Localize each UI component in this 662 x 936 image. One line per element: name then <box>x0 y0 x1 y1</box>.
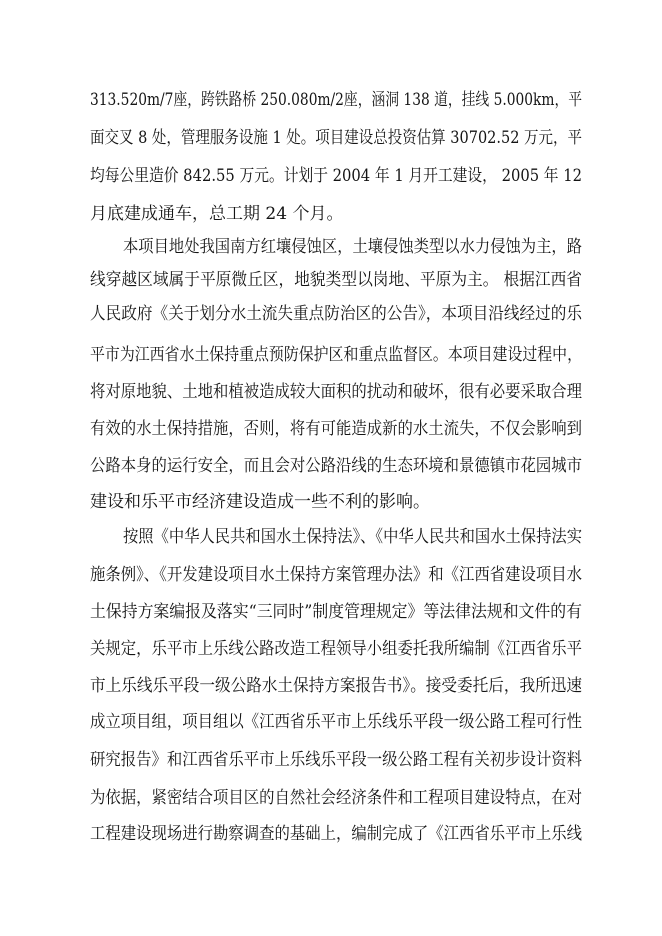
text-line: 公路本身的运行安全，而且会对公路沿线的生态环境和景德镇市花园城市 <box>90 456 582 476</box>
text-line: 关规定，乐平市上乐线公路改造工程领导小组委托我所编制《江西省乐平 <box>90 639 582 659</box>
text-line: 平市为江西省水土保持重点预防保护区和重点监督区。本项目建设过程中， <box>90 345 582 365</box>
text-line: 将对原地貌、土地和植被造成较大面积的扰动和破坏，很有必要采取合理 <box>90 382 582 402</box>
text-line: 研究报告》和江西省乐平市上乐线乐平段一级公路工程有关初步设计资料 <box>90 750 582 770</box>
text-line: 为依据，紧密结合项目区的自然社会经济条件和工程项目建设特点，在对 <box>90 788 582 808</box>
text-line: 按照《中华人民共和国水土保持法》、《中华人民共和国水土保持法实 <box>123 527 582 547</box>
text-line: 工程建设现场进行勘察调查的基础上，编制完成了《江西省乐平市上乐线 <box>90 824 582 844</box>
text-line: 市上乐线乐平段一级公路水土保持方案报告书》。接受委托后，我所迅速 <box>90 676 582 696</box>
text-line: 313.520m/7座，跨铁路桥 250.080m/2座，涵洞 138 道，挂线 5.000km，平 <box>90 90 582 110</box>
text-line: 线穿越区域属于平原微丘区，地貌类型以岗地、平原为主。 根据江西省 <box>90 270 582 290</box>
text-line: 土保持方案编报及落实“三同时”制度管理规定》等法律法规和文件的有 <box>90 602 582 622</box>
text-line: 有效的水土保持措施，否则，将有可能造成新的水土流失，不仅会影响到 <box>90 419 582 439</box>
text-line: 建设和乐平市经济建设造成一些不利的影响。 <box>90 492 430 512</box>
text-line: 施条例》、《开发建设项目水土保持方案管理办法》和《江西省建设项目水 <box>90 565 582 585</box>
text-line: 均每公里造价 842.55 万元。计划于 2004 年 1 月开工建设， 2005 年 12 <box>90 166 582 186</box>
text-line: 成立项目组，项目组以《江西省乐平市上乐线乐平段一级公路工程可行性 <box>90 712 582 732</box>
text-line: 月底建成通车，总工期 24 个月。 <box>90 204 344 224</box>
text-line: 面交叉 8 处，管理服务设施 1 处。项目建设总投资估算 30702.52 万元，平 <box>90 128 582 148</box>
text-line: 本项目地处我国南方红壤侵蚀区，土壤侵蚀类型以水力侵蚀为主，路 <box>123 237 582 257</box>
text-line: 人民政府《关于划分水土流失重点防治区的公告》，本项目沿线经过的乐 <box>90 304 582 324</box>
